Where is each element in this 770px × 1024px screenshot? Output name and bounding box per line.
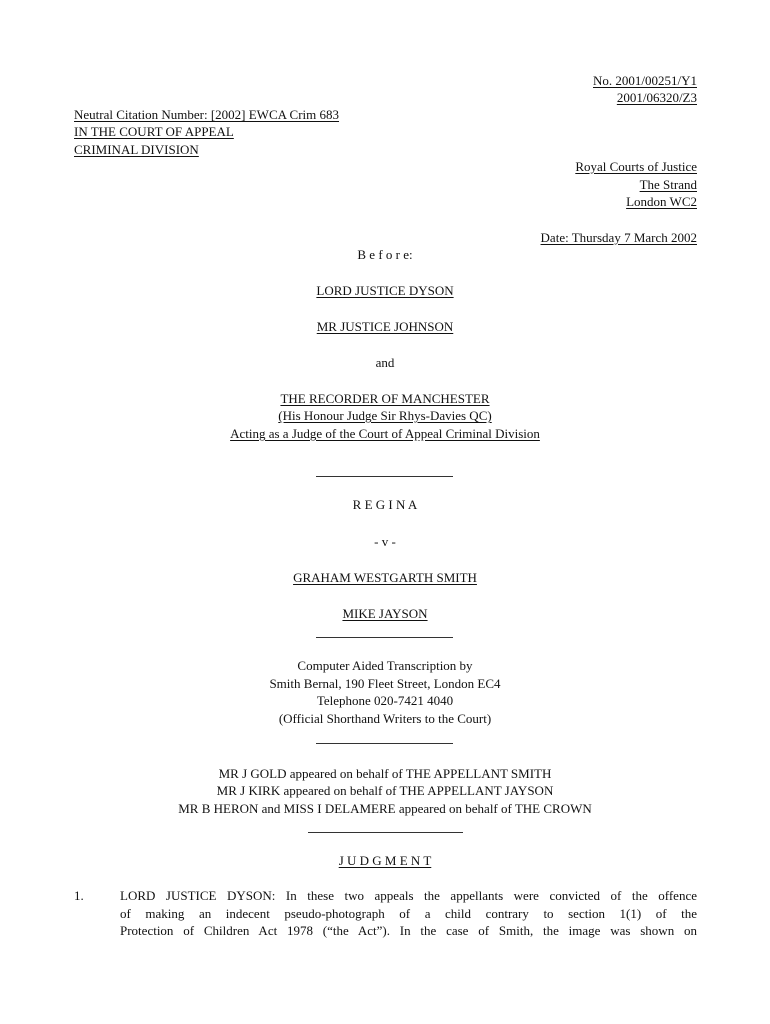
- case-number-2: 2001/06320/Z3: [616, 90, 697, 105]
- appearance-3: MR B HERON and MISS I DELAMERE appeared on behalf of THE CROWN: [178, 801, 592, 816]
- appellant-2: [0, 605, 770, 622]
- judge-2-text: MR JUSTICE JOHNSON: [316, 319, 454, 334]
- neutral-citation: Neutral Citation Number: [2002] EWCA Crim 683: [74, 107, 340, 122]
- judge-3-text: THE RECORDER OF MANCHESTER: [280, 391, 490, 406]
- transcription-line-3: Telephone 020-7421 4040: [316, 693, 454, 708]
- transcription-line-2: Smith Bernal, 190 Fleet Street, London EC4: [269, 676, 501, 691]
- transcription-line-4: (Official Shorthand Writers to the Court): [278, 711, 492, 726]
- judge-2: [0, 318, 770, 335]
- judge-1-text: LORD JUSTICE DYSON: [316, 283, 454, 298]
- judge-3-role-text: Acting as a Judge of the Court of Appeal Criminal Division: [230, 426, 540, 441]
- appearance-1: MR J GOLD appeared on behalf of THE APPELLANT SMITH: [218, 766, 552, 781]
- before-label: B e f o r e:: [357, 247, 413, 262]
- transcription-line-1: Computer Aided Transcription by: [297, 658, 473, 673]
- judge-1: [0, 282, 770, 299]
- appellant-1-text: GRAHAM WESTGARTH SMITH: [293, 570, 477, 585]
- separator-rule-2: [316, 637, 453, 638]
- judgment-heading-text: J U D G M E N T: [338, 853, 432, 868]
- paragraph-line: LORD JUSTICE DYSON: In these two appeals the appellants were convicted of the offence: [120, 888, 697, 903]
- location-line-1: Royal Courts of Justice: [575, 159, 697, 174]
- paragraph-number: 1.: [74, 888, 84, 903]
- court-name: IN THE COURT OF APPEAL: [74, 124, 234, 139]
- case-number-1: No. 2001/00251/Y1: [593, 73, 697, 88]
- versus: - v -: [374, 534, 396, 549]
- judgment-date: Date: Thursday 7 March 2002: [540, 230, 697, 245]
- judge-3: [0, 390, 770, 407]
- judge-3-name: [0, 407, 770, 424]
- judge-3-role: [0, 425, 770, 442]
- party-crown: R E G I N A: [352, 497, 418, 512]
- paragraph-body: [120, 887, 697, 940]
- appellant-2-text: MIKE JAYSON: [342, 606, 428, 621]
- separator-rule-1: [316, 476, 453, 477]
- separator-rule-3: [316, 743, 453, 744]
- separator-rule-4: [308, 832, 463, 833]
- appearance-2: MR J KIRK appeared on behalf of THE APPELLANT JAYSON: [216, 783, 554, 798]
- location-line-3: London WC2: [626, 194, 697, 209]
- judgment-heading: [0, 852, 770, 869]
- court-division: CRIMINAL DIVISION: [74, 142, 199, 157]
- location-line-2: The Strand: [639, 177, 697, 192]
- judges-and: and: [375, 355, 395, 370]
- paragraph-line: Protection of Children Act 1978 (“the Act”). In the case of Smith, the image was shown on: [120, 923, 697, 938]
- appellant-1: [0, 569, 770, 586]
- judge-3-name-text: (His Honour Judge Sir Rhys-Davies QC): [278, 408, 492, 423]
- paragraph-line: of making an indecent pseudo-photograph of a child contrary to section 1(1) of the: [120, 905, 697, 921]
